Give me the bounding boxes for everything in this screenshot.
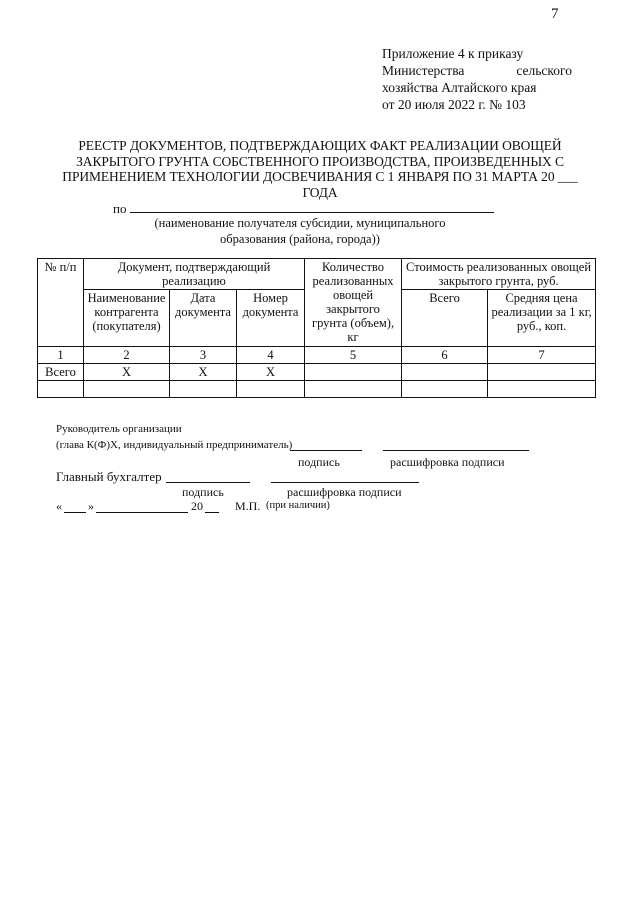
header-quantity: Количество реализованных овощей закрытого грунта (объем), кг: [305, 259, 402, 347]
date-month-line[interactable]: [96, 512, 188, 513]
total-cell[interactable]: [488, 364, 596, 381]
register-table: [37, 258, 596, 398]
date-close-quote: »: [88, 499, 94, 513]
column-number: 2: [84, 347, 170, 364]
page-number: 7: [551, 6, 559, 22]
recipient-caption: [140, 215, 460, 247]
header-total: Всего: [402, 290, 488, 347]
head-decode-caption: расшифровка подписи: [390, 455, 505, 469]
appendix-line-2: [382, 62, 572, 79]
empty-row: [38, 381, 596, 398]
recipient-caption-line-1: (наименование получателя субсидии, муниципального: [154, 216, 446, 230]
total-cell: X: [170, 364, 237, 381]
appendix-note: [382, 45, 572, 113]
header-avgprice: Средняя цена реализации за 1 кг, руб., коп.: [488, 290, 596, 347]
empty-cell[interactable]: [488, 381, 596, 398]
appendix-line-2-right: сельского: [516, 63, 572, 78]
stamp-label: М.П.: [235, 499, 261, 513]
head-sign-caption: подпись: [298, 455, 340, 469]
header-contractor: Наименование контрагента (покупателя): [84, 290, 170, 347]
empty-cell[interactable]: [38, 381, 84, 398]
head-label: Руководитель организации: [56, 423, 182, 435]
column-number: 3: [170, 347, 237, 364]
header-date: Дата документа: [170, 290, 237, 347]
empty-cell[interactable]: [402, 381, 488, 398]
recipient-prefix: по: [113, 201, 127, 216]
accountant-label: Главный бухгалтер: [56, 469, 162, 484]
header-docnum: Номер документа: [237, 290, 305, 347]
column-number-row: [38, 347, 596, 364]
total-cell[interactable]: [402, 364, 488, 381]
empty-cell[interactable]: [305, 381, 402, 398]
recipient-fill-line[interactable]: [130, 212, 494, 213]
appendix-line-3: хозяйства Алтайского края: [382, 80, 537, 95]
accountant-decode-caption: расшифровка подписи: [287, 485, 402, 499]
document-title: [40, 138, 600, 200]
column-number: 4: [237, 347, 305, 364]
date-day-line[interactable]: [64, 512, 86, 513]
appendix-line-4: от 20 июля 2022 г. № 103: [382, 97, 526, 112]
title-line-1: РЕЕСТР ДОКУМЕНТОВ, ПОДТВЕРЖДАЮЩИХ ФАКТ РЕАЛИЗАЦИИ ОВОЩЕЙ: [78, 138, 562, 153]
header-cost: Стоимость реализованных овощей закрытого грунта, руб.: [402, 259, 596, 290]
title-line-4: ГОДА: [302, 184, 338, 200]
header-document: Документ, подтверждающий реализацию: [84, 259, 305, 290]
column-number: 6: [402, 347, 488, 364]
stamp-note: (при наличии): [266, 500, 330, 511]
empty-cell[interactable]: [170, 381, 237, 398]
column-number: 7: [488, 347, 596, 364]
empty-cell[interactable]: [237, 381, 305, 398]
date-open-quote: «: [56, 499, 62, 513]
total-row: [38, 364, 596, 381]
accountant-sign-caption: подпись: [182, 485, 224, 499]
total-cell: X: [237, 364, 305, 381]
date-year-line[interactable]: [205, 512, 219, 513]
total-cell[interactable]: [305, 364, 402, 381]
empty-cell[interactable]: [84, 381, 170, 398]
head-signature-line[interactable]: [290, 450, 362, 451]
header-num: № п/п: [38, 259, 84, 347]
column-number: 5: [305, 347, 402, 364]
total-cell: X: [84, 364, 170, 381]
title-line-3: ПРИМЕНЕНИЕМ ТЕХНОЛОГИИ ДОСВЕЧИВАНИЯ С 1 ЯНВАРЯ ПО 31 МАРТА 20 ___: [62, 169, 578, 184]
accountant-signature-line[interactable]: [166, 482, 250, 483]
appendix-line-2-left: Министерства: [382, 63, 465, 78]
column-number: 1: [38, 347, 84, 364]
date-year-prefix: 20: [191, 499, 203, 513]
recipient-caption-line-2: образования (района, города)): [220, 232, 380, 246]
head-decode-line[interactable]: [383, 450, 529, 451]
total-label: Всего: [38, 364, 84, 381]
title-line-2: ЗАКРЫТОГО ГРУНТА СОБСТВЕННОГО ПРОИЗВОДСТВА, ПРОИЗВЕДЕННЫХ С: [76, 153, 564, 169]
head-sublabel: (глава К(Ф)Х, индивидуальный предприниматель): [56, 439, 293, 451]
accountant-decode-line[interactable]: [271, 482, 419, 483]
appendix-line-1: Приложение 4 к приказу: [382, 46, 524, 61]
